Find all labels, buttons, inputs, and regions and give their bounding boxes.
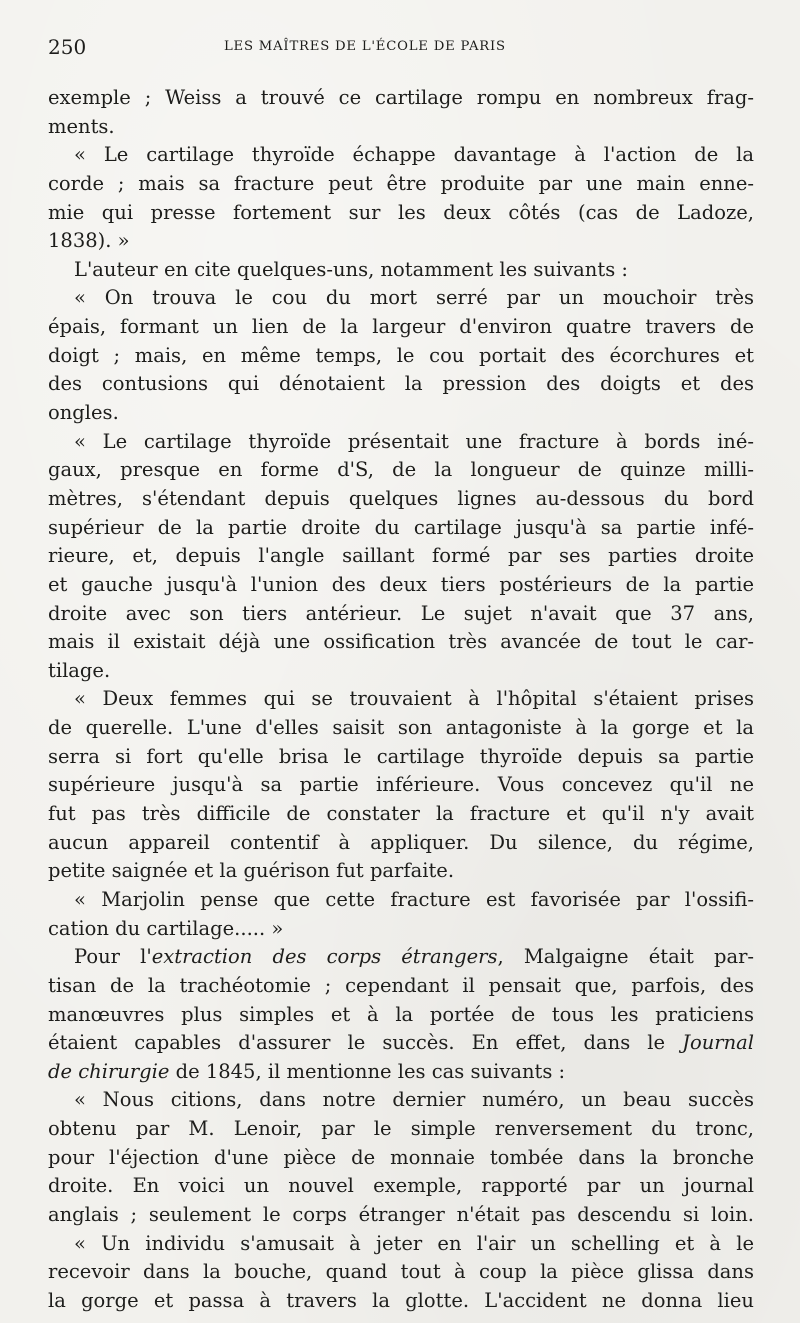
text-line: exemple ; Weiss a trouvé ce cartilage rompu en nombreux frag- — [48, 86, 754, 109]
page-number: 250 — [48, 35, 87, 59]
text-line: cation du cartilage..... » — [48, 916, 284, 940]
text-line: L'auteur en cite quelques-uns, notamment les suivants : — [74, 257, 628, 281]
text-line: tilage. — [48, 658, 111, 682]
text-line: rieure, et, depuis l'angle saillant formé par ses parties droite — [48, 544, 754, 568]
text-line: gaux, presque en forme d'S, de la longueur de quinze milli- — [48, 458, 754, 482]
text-line: mais il existait déjà une ossification très avancée de tout le car- — [48, 630, 754, 654]
text-line: « Le cartilage thyroïde échappe davantage à l'action de la — [74, 143, 754, 167]
text-line: droite avec son tiers antérieur. Le sujet n'avait que 37 ans, — [48, 601, 754, 625]
text-line: ongles. — [48, 401, 119, 425]
text-line: droite. En voici un nouvel exemple, rapporté par un journal — [48, 1174, 754, 1198]
text-line: « Nous citions, dans notre dernier numéro, un beau succès — [74, 1088, 754, 1112]
text-line: petite saignée et la guérison fut parfaite. — [48, 859, 455, 883]
text-line: supérieur de la partie droite du cartilage jusqu'à sa partie infé- — [48, 515, 754, 539]
text-line: « On trouva le cou du mort serré par un mouchoir très — [74, 286, 754, 310]
text-line: ments. — [48, 114, 115, 138]
text-line: « Le cartilage thyroïde présentait une fracture à bords iné- — [74, 429, 754, 453]
text-line: étaient capables d'assurer le succès. En effet, dans le Journal — [48, 1031, 754, 1055]
text-line: des contusions qui dénotaient la pression des doigts et des — [48, 372, 754, 396]
text-line: « Deux femmes qui se trouvaient à l'hôpital s'étaient prises — [74, 687, 754, 711]
body-text — [48, 84, 754, 1316]
text-line: Pour l'extraction des corps étrangers, Malgaigne était par- — [74, 945, 754, 969]
text-line: mètres, s'étendant depuis quelques lignes au-dessous du bord — [48, 486, 754, 510]
text-line: fut pas très difficile de constater la fracture et qu'il n'y avait — [48, 802, 754, 826]
text-line: manœuvres plus simples et à la portée de tous les praticiens — [48, 1002, 754, 1026]
text-line: de querelle. L'une d'elles saisit son antagoniste à la gorge et la — [48, 716, 754, 740]
text-line: tisan de la trachéotomie ; cependant il pensait que, parfois, des — [48, 973, 754, 997]
text-line: pour l'éjection d'une pièce de monnaie tombée dans la bronche — [48, 1145, 754, 1169]
text-line: « Un individu s'amusait à jeter en l'air un schelling et à le — [74, 1231, 754, 1255]
text-line: obtenu par M. Lenoir, par le simple renversement du tronc, — [48, 1117, 754, 1141]
text-line: aucun appareil contentif à appliquer. Du silence, du régime, — [48, 830, 754, 854]
text-line: « Marjolin pense que cette fracture est favorisée par l'ossifi- — [74, 887, 754, 911]
text-line: épais, formant un lien de la largeur d'environ quatre travers de — [48, 315, 754, 339]
text-line: doigt ; mais, en même temps, le cou portait des écorchures et — [48, 343, 754, 367]
text-line: 1838). » — [48, 229, 130, 253]
text-line: et gauche jusqu'à l'union des deux tiers postérieurs de la partie — [48, 572, 754, 596]
text-line: serra si fort qu'elle brisa le cartilage thyroïde depuis sa partie — [48, 744, 754, 768]
running-title: LES MAÎTRES DE L'ÉCOLE DE PARIS — [224, 39, 506, 54]
text-line: supérieure jusqu'à sa partie inférieure. Vous concevez qu'il ne — [48, 773, 754, 797]
text-line: recevoir dans la bouche, quand tout à coup la pièce glissa dans — [48, 1260, 754, 1284]
text-line: anglais ; seulement le corps étranger n'était pas descendu si loin. — [48, 1202, 754, 1226]
page-header — [48, 35, 753, 65]
text-line: corde ; mais sa fracture peut être produite par une main enne- — [48, 171, 754, 195]
text-line: de chirurgie de 1845, il mentionne les cas suivants : — [48, 1059, 566, 1083]
text-line: mie qui presse fortement sur les deux côtés (cas de Ladoze, — [48, 200, 754, 224]
text-line: la gorge et passa à travers la glotte. L'accident ne donna lieu — [48, 1288, 754, 1312]
